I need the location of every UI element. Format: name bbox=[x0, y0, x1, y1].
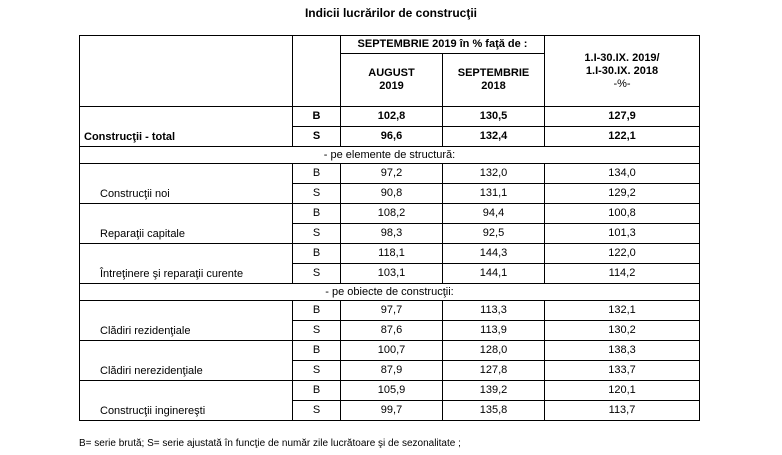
value-cumulative: 100,8 bbox=[545, 204, 700, 224]
value-cumulative: 113,7 bbox=[545, 401, 700, 421]
row-label: Reparaţii capitale bbox=[80, 204, 293, 244]
series-type-cell: S bbox=[293, 361, 341, 381]
row-label: Construcţii - total bbox=[80, 107, 293, 147]
header-august-line2: 2019 bbox=[379, 80, 404, 92]
document-title: Indicii lucrărilor de construcţii bbox=[304, 6, 478, 20]
value-cumulative: 114,2 bbox=[545, 264, 700, 284]
value-august-2019: 97,2 bbox=[341, 164, 443, 184]
value-september-2018: 127,8 bbox=[443, 361, 545, 381]
value-august-2019: 105,9 bbox=[341, 381, 443, 401]
header-august bbox=[341, 54, 443, 107]
series-type-cell: B bbox=[293, 107, 341, 127]
value-september-2018: 94,4 bbox=[443, 204, 545, 224]
series-type-cell: S bbox=[293, 127, 341, 147]
row-label: Întreţinere şi reparaţii curente bbox=[80, 244, 293, 284]
table-row bbox=[80, 381, 700, 401]
table-row bbox=[80, 301, 700, 321]
value-september-2018: 113,9 bbox=[443, 321, 545, 341]
value-cumulative: 101,3 bbox=[545, 224, 700, 244]
value-august-2019: 103,1 bbox=[341, 264, 443, 284]
value-september-2018: 132,4 bbox=[443, 127, 545, 147]
header-corner-cell bbox=[80, 36, 293, 107]
value-september-2018: 131,1 bbox=[443, 184, 545, 204]
value-september-2018: 132,0 bbox=[443, 164, 545, 184]
value-august-2019: 97,7 bbox=[341, 301, 443, 321]
value-cumulative: 122,1 bbox=[545, 127, 700, 147]
value-september-2018: 92,5 bbox=[443, 224, 545, 244]
value-september-2018: 135,8 bbox=[443, 401, 545, 421]
section-heading: - pe obiecte de construcţii: bbox=[80, 284, 700, 301]
series-type-cell: B bbox=[293, 164, 341, 184]
header-cumulative-unit: -%- bbox=[613, 77, 631, 90]
series-type-cell: B bbox=[293, 244, 341, 264]
section-heading-row bbox=[80, 147, 700, 164]
indices-table bbox=[79, 35, 700, 421]
header-cumulative bbox=[545, 36, 700, 107]
value-september-2018: 128,0 bbox=[443, 341, 545, 361]
series-type-cell: S bbox=[293, 224, 341, 244]
header-series-cell bbox=[293, 36, 341, 107]
value-august-2019: 87,9 bbox=[341, 361, 443, 381]
header-september bbox=[443, 54, 545, 107]
value-august-2019: 100,7 bbox=[341, 341, 443, 361]
value-august-2019: 87,6 bbox=[341, 321, 443, 341]
row-label: Clădiri rezidenţiale bbox=[80, 301, 293, 341]
header-september-line1: SEPTEMBRIE bbox=[457, 67, 530, 79]
header-cumulative-line1: 1.I-30.IX. 2019/ bbox=[584, 51, 660, 64]
value-september-2018: 139,2 bbox=[443, 381, 545, 401]
value-august-2019: 102,8 bbox=[341, 107, 443, 127]
value-cumulative: 130,2 bbox=[545, 321, 700, 341]
value-august-2019: 98,3 bbox=[341, 224, 443, 244]
value-cumulative: 133,7 bbox=[545, 361, 700, 381]
series-type-cell: S bbox=[293, 401, 341, 421]
header-september-line2: 2018 bbox=[481, 80, 506, 92]
value-cumulative: 129,2 bbox=[545, 184, 700, 204]
value-september-2018: 113,3 bbox=[443, 301, 545, 321]
table-body bbox=[80, 107, 700, 421]
value-cumulative: 134,0 bbox=[545, 164, 700, 184]
value-cumulative: 122,0 bbox=[545, 244, 700, 264]
value-august-2019: 118,1 bbox=[341, 244, 443, 264]
table-row bbox=[80, 107, 700, 127]
series-type-cell: B bbox=[293, 381, 341, 401]
table-row bbox=[80, 204, 700, 224]
table-row bbox=[80, 341, 700, 361]
value-september-2018: 144,1 bbox=[443, 264, 545, 284]
series-type-cell: S bbox=[293, 264, 341, 284]
section-heading-row bbox=[80, 284, 700, 301]
value-august-2019: 96,6 bbox=[341, 127, 443, 147]
value-august-2019: 108,2 bbox=[341, 204, 443, 224]
header-august-line1: AUGUST bbox=[368, 67, 415, 79]
header-cumulative-line2: 1.I-30.IX. 2018 bbox=[585, 64, 659, 77]
series-type-cell: B bbox=[293, 204, 341, 224]
value-cumulative: 132,1 bbox=[545, 301, 700, 321]
footnote: B= serie brută; S= serie ajustată în funcţie de număr zile lucrătoare şi de sezonalitate ; bbox=[79, 438, 461, 449]
header-group-label: SEPTEMBRIE 2019 în % faţă de : bbox=[341, 36, 545, 54]
section-heading: - pe elemente de structură: bbox=[80, 147, 700, 164]
series-type-cell: S bbox=[293, 321, 341, 341]
value-cumulative: 120,1 bbox=[545, 381, 700, 401]
series-type-cell: B bbox=[293, 341, 341, 361]
row-label: Construcţii inginereşti bbox=[80, 381, 293, 421]
value-september-2018: 144,3 bbox=[443, 244, 545, 264]
table-row bbox=[80, 164, 700, 184]
row-label: Construcţii noi bbox=[80, 164, 293, 204]
row-label: Clădiri nerezidenţiale bbox=[80, 341, 293, 381]
value-cumulative: 127,9 bbox=[545, 107, 700, 127]
series-type-cell: S bbox=[293, 184, 341, 204]
value-september-2018: 130,5 bbox=[443, 107, 545, 127]
value-august-2019: 99,7 bbox=[341, 401, 443, 421]
value-august-2019: 90,8 bbox=[341, 184, 443, 204]
table-row bbox=[80, 244, 700, 264]
series-type-cell: B bbox=[293, 301, 341, 321]
value-cumulative: 138,3 bbox=[545, 341, 700, 361]
